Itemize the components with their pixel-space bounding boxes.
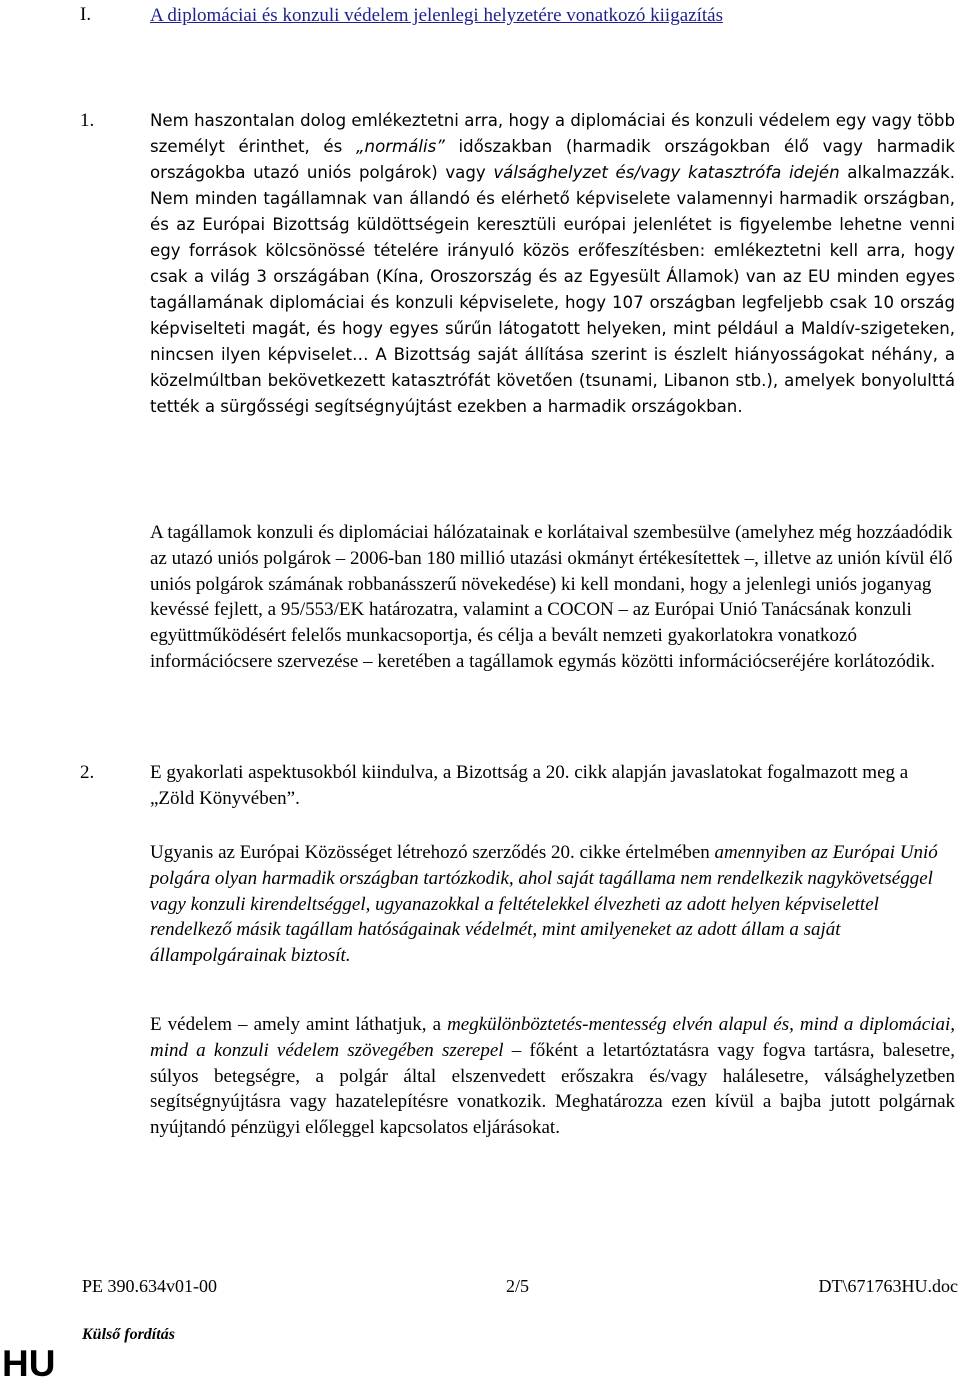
section-1-paragraph-2: A tagállamok konzuli és diplomáciai hálózatainak e korlátaival szembesülve (amelyhez még hozzáadódik az utazó uniós polgárok – 2006-ban 180 millió utazási okmányt értékesítettek –, illetve az unión kívül élő uniós polgárok számának robbanásszerű növekedése) ki kell mondani, hogy a jelenlegi uniós joganyag kevéssé fejlett, a 95/553/EK határozatra, valamint a COCON – az Európai Unió Tanácsának konzuli együttműködésért felelős munkacsoportja, és célja a bevált nemzeti gyakorlatokra vonatkozó információcsere szervezése – keretében a tagállamok egymás közötti információcseréjére korlátozódik. <box>150 522 953 672</box>
language-code: HU <box>2 1343 56 1384</box>
section-2-paragraph-3: E védelem – amely amint láthatjuk, a megkülönböztetés-mentesség elvén alapul és, mind a diplomáciai, mind a konzuli védelem szövegében szerepel – főként a letartóztatásra vagy fogva tartásra, balesetre, súlyos betegségre, a polgár által elszenvedett erőszakra és/vagy halálesetre, válsághelyzetben segítségnyújtásra vagy hazatelepítésre vonatkozik. Meghatározza ezen kívül a bajba jutott polgárnak nyújtandó pénzügyi előleggel kapcsolatos eljárásokat. <box>150 1014 955 1139</box>
heading-title: A diplomáciai és konzuli védelem jelenlegi helyzetére vonatkozó kiigazítás <box>150 5 723 26</box>
document-reference: PE 390.634v01-00 <box>82 1276 217 1296</box>
section-2-paragraph-2: Ugyanis az Európai Közösséget létrehozó szerződés 20. cikke értelmében amennyiben az Európai Unió polgára olyan harmadik országban tartózkodik, ahol saját tagállama nem rendelkezik nagykövetséggel vagy konzuli kirendeltséggel, ugyanazokkal a feltételekkel élvezheti az adott helyen képviselettel rendelkező másik tagállam hatóságainak védelmét, mint amilyeneket az adott állam a saját állampolgárainak biztosít. <box>150 842 938 967</box>
page-number: 2/5 <box>506 1276 530 1296</box>
section-1-number: 1. <box>80 110 95 131</box>
section-2-number: 2. <box>80 762 95 783</box>
heading-number: I. <box>80 4 92 25</box>
section-1-paragraph-1: Nem haszontalan dolog emlékeztetni arra, hogy a diplomáciai és konzuli védelem egy vagy több személyt érinthet, és „normális” időszakban (harmadik országokban élő vagy harmadik országokba utazó uniós polgárok) vagy válsághelyzet és/vagy katasztrófa idején alkalmazzák. Nem minden tagállamnak van állandó és elérhető képviselete valamennyi harmadik országban, és az Európai Bizottság küldöttségein keresztüli európai jelenlétet is figyelembe lehetne venni egy források kölcsönössé tételére irányuló közös erőfeszítésben: emlékeztetni kell arra, hogy csak a világ 3 országában (Kína, Oroszország és az Egyesült Államok) van az EU minden egyes tagállamának diplomáciai és konzuli képviselete, hogy 107 országban legfeljebb csak 10 ország képviselteti magát, és hogy egyes sűrűn látogatott helyeken, mint például a Maldív-szigeteken, nincsen ilyen képviselet… A Bizottság saját állítása szerint is észlelt hiányosságokat néhány, a közelmúltban bekövetkezett katasztrófát követően (tsunami, Libanon stb.), amelyek bonyolulttá tették a sürgősségi segítségnyújtást ezekben a harmadik országokban. <box>150 111 955 416</box>
section-2-paragraph-1: E gyakorlati aspektusokból kiindulva, a Bizottság a 20. cikk alapján javaslatokat fogalmazott meg a „Zöld Könyvében”. <box>150 762 909 809</box>
translation-label: Külső fordítás <box>82 1326 175 1343</box>
file-name: DT\671763HU.doc <box>818 1276 958 1296</box>
